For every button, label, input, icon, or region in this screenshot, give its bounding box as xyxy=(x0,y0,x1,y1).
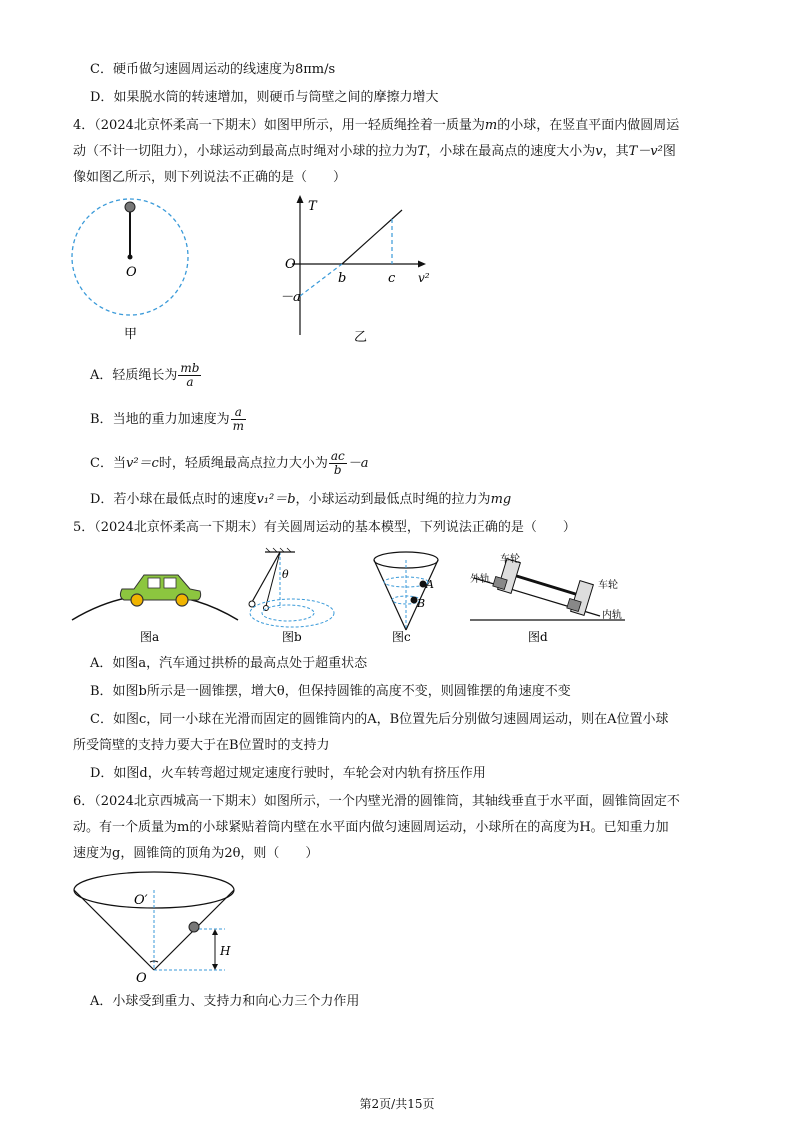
q5-figure-b xyxy=(240,548,350,648)
ball xyxy=(125,202,135,212)
car-window xyxy=(148,578,160,588)
q5-option-c-cont: 所受筒壁的支持力要大于在B位置时的支持力 xyxy=(73,738,330,753)
label-o: O xyxy=(126,265,137,280)
q5-figure-d xyxy=(470,548,640,648)
q4-stem-line3: 像如图乙所示，则下列说法不正确的是（ ） xyxy=(73,170,347,185)
label-neg-a: －a xyxy=(280,290,301,305)
wheel xyxy=(131,594,143,606)
q6-stem-line1: 6．（2024北京西城高一下期末）如图所示，一个内壁光滑的圆锥筒，其轴线垂直于水平面，圆锥筒固定不 xyxy=(73,794,680,809)
q4-option-d: D．若小球在最低点时的速度v₁²＝b，小球运动到最低点时绳的拉力为mg xyxy=(90,492,512,507)
q4-figure-yi xyxy=(280,190,440,345)
q4-stem-line2: 动（不计一切阻力），小球运动到最高点时绳对小球的拉力为T，小球在最高点的速度大小为v，其T－v²图 xyxy=(73,144,676,159)
q3-option-c: C．硬币做匀速圆周运动的线速度为8πm/s xyxy=(90,62,336,77)
q4-option-b: B．当地的重力加速度为 $\frac{a}{m}$ xyxy=(90,405,244,433)
arrow-down xyxy=(212,964,218,970)
q5-option-c: C．如图c，同一小球在光滑而固定的圆锥筒内的A，B位置先后分别做匀速圆周运动，则在A位置小球 xyxy=(90,712,669,727)
q5-stem: 5．（2024北京怀柔高一下期末）有关圆周运动的基本模型，下列说法正确的是（ ） xyxy=(73,520,576,535)
string xyxy=(252,552,280,602)
label-outer-rail: 外轨 xyxy=(470,574,490,585)
label-b: B xyxy=(417,597,426,610)
label-wheel: 车轮 xyxy=(500,554,520,565)
q6-option-a: A．小球受到重力、支持力和向心力三个力作用 xyxy=(90,994,360,1009)
q4-option-c: C．当v²＝c时，轻质绳最高点拉力大小为 $\frac{ac}{b}$ －a xyxy=(90,449,369,477)
t-axis-arrow xyxy=(297,195,304,203)
orbit-path xyxy=(250,599,334,627)
v2-axis-arrow xyxy=(418,261,426,268)
q5-figure-a xyxy=(70,545,240,645)
caption-yi: 乙 xyxy=(354,330,368,345)
label-wheel: 车轮 xyxy=(598,580,618,591)
fraction: $\frac{a}{m}$ xyxy=(232,405,244,433)
fraction: $\frac{mb}{a}$ xyxy=(180,361,200,389)
q4-figure-jia xyxy=(70,195,200,345)
label-a: A xyxy=(426,578,434,591)
label-theta: θ xyxy=(282,568,289,581)
q5-figure-c xyxy=(368,548,448,648)
car-window xyxy=(164,578,176,588)
caption-b: 图b xyxy=(282,630,302,644)
q6-figure-cone xyxy=(70,868,250,988)
dashed-segment xyxy=(300,264,342,296)
q4-stem-line1: 4．（2024北京怀柔高一下期末）如图甲所示，用一轻质绳拴着一质量为m的小球，在竖直平面内做圆周运 xyxy=(73,118,680,133)
wheel xyxy=(176,594,188,606)
string xyxy=(266,552,280,606)
caption-a: 图a xyxy=(140,630,160,644)
q3-option-d: D．如果脱水筒的转速增加，则硬币与筒壁之间的摩擦力增大 xyxy=(90,90,439,105)
label-o-prime: O′ xyxy=(134,893,148,908)
label-b: b xyxy=(338,271,347,286)
caption-jia: 甲 xyxy=(124,327,138,342)
label-c: c xyxy=(388,271,396,286)
label-inner-rail: 内轨 xyxy=(602,610,622,621)
caption-d: 图d xyxy=(528,630,548,644)
label-o: O xyxy=(136,971,147,986)
axis-label-v2: v² xyxy=(418,271,430,285)
q6-stem-line2: 动。有一个质量为m的小球紧贴着筒内壁在水平面内做匀速圆周运动，小球所在的高度为H。已知重力加 xyxy=(73,820,669,835)
page-footer: 第2页/共15页 xyxy=(359,1097,435,1111)
cone-side xyxy=(406,560,438,630)
label-h: H xyxy=(220,944,231,958)
caption-c: 图c xyxy=(392,630,411,644)
cone-side xyxy=(374,560,406,630)
origin-label: O xyxy=(285,257,296,272)
q5-option-a: A．如图a，汽车通过拱桥的最高点处于超重状态 xyxy=(90,656,368,671)
arrow-up xyxy=(212,929,218,935)
axis-label-t: T xyxy=(308,199,317,214)
q4-option-a: A．轻质绳长为 $\frac{mb}{a}$ xyxy=(90,361,200,389)
q6-stem-line3: 速度为g，圆锥筒的顶角为2θ，则（ ） xyxy=(73,846,319,861)
q5-option-d: D．如图d，火车转弯超过规定速度行驶时，车轮会对内轨有挤压作用 xyxy=(90,766,486,781)
fraction: $\frac{ac}{b}$ xyxy=(330,449,345,477)
graph-line xyxy=(342,210,402,264)
bob xyxy=(249,601,255,607)
q5-option-b: B．如图b所示是一圆锥摆，增大θ，但保持圆锥的高度不变，则圆锥摆的角速度不变 xyxy=(90,684,571,699)
center-point xyxy=(128,255,133,260)
ball xyxy=(189,922,199,932)
orbit-path xyxy=(262,605,314,621)
